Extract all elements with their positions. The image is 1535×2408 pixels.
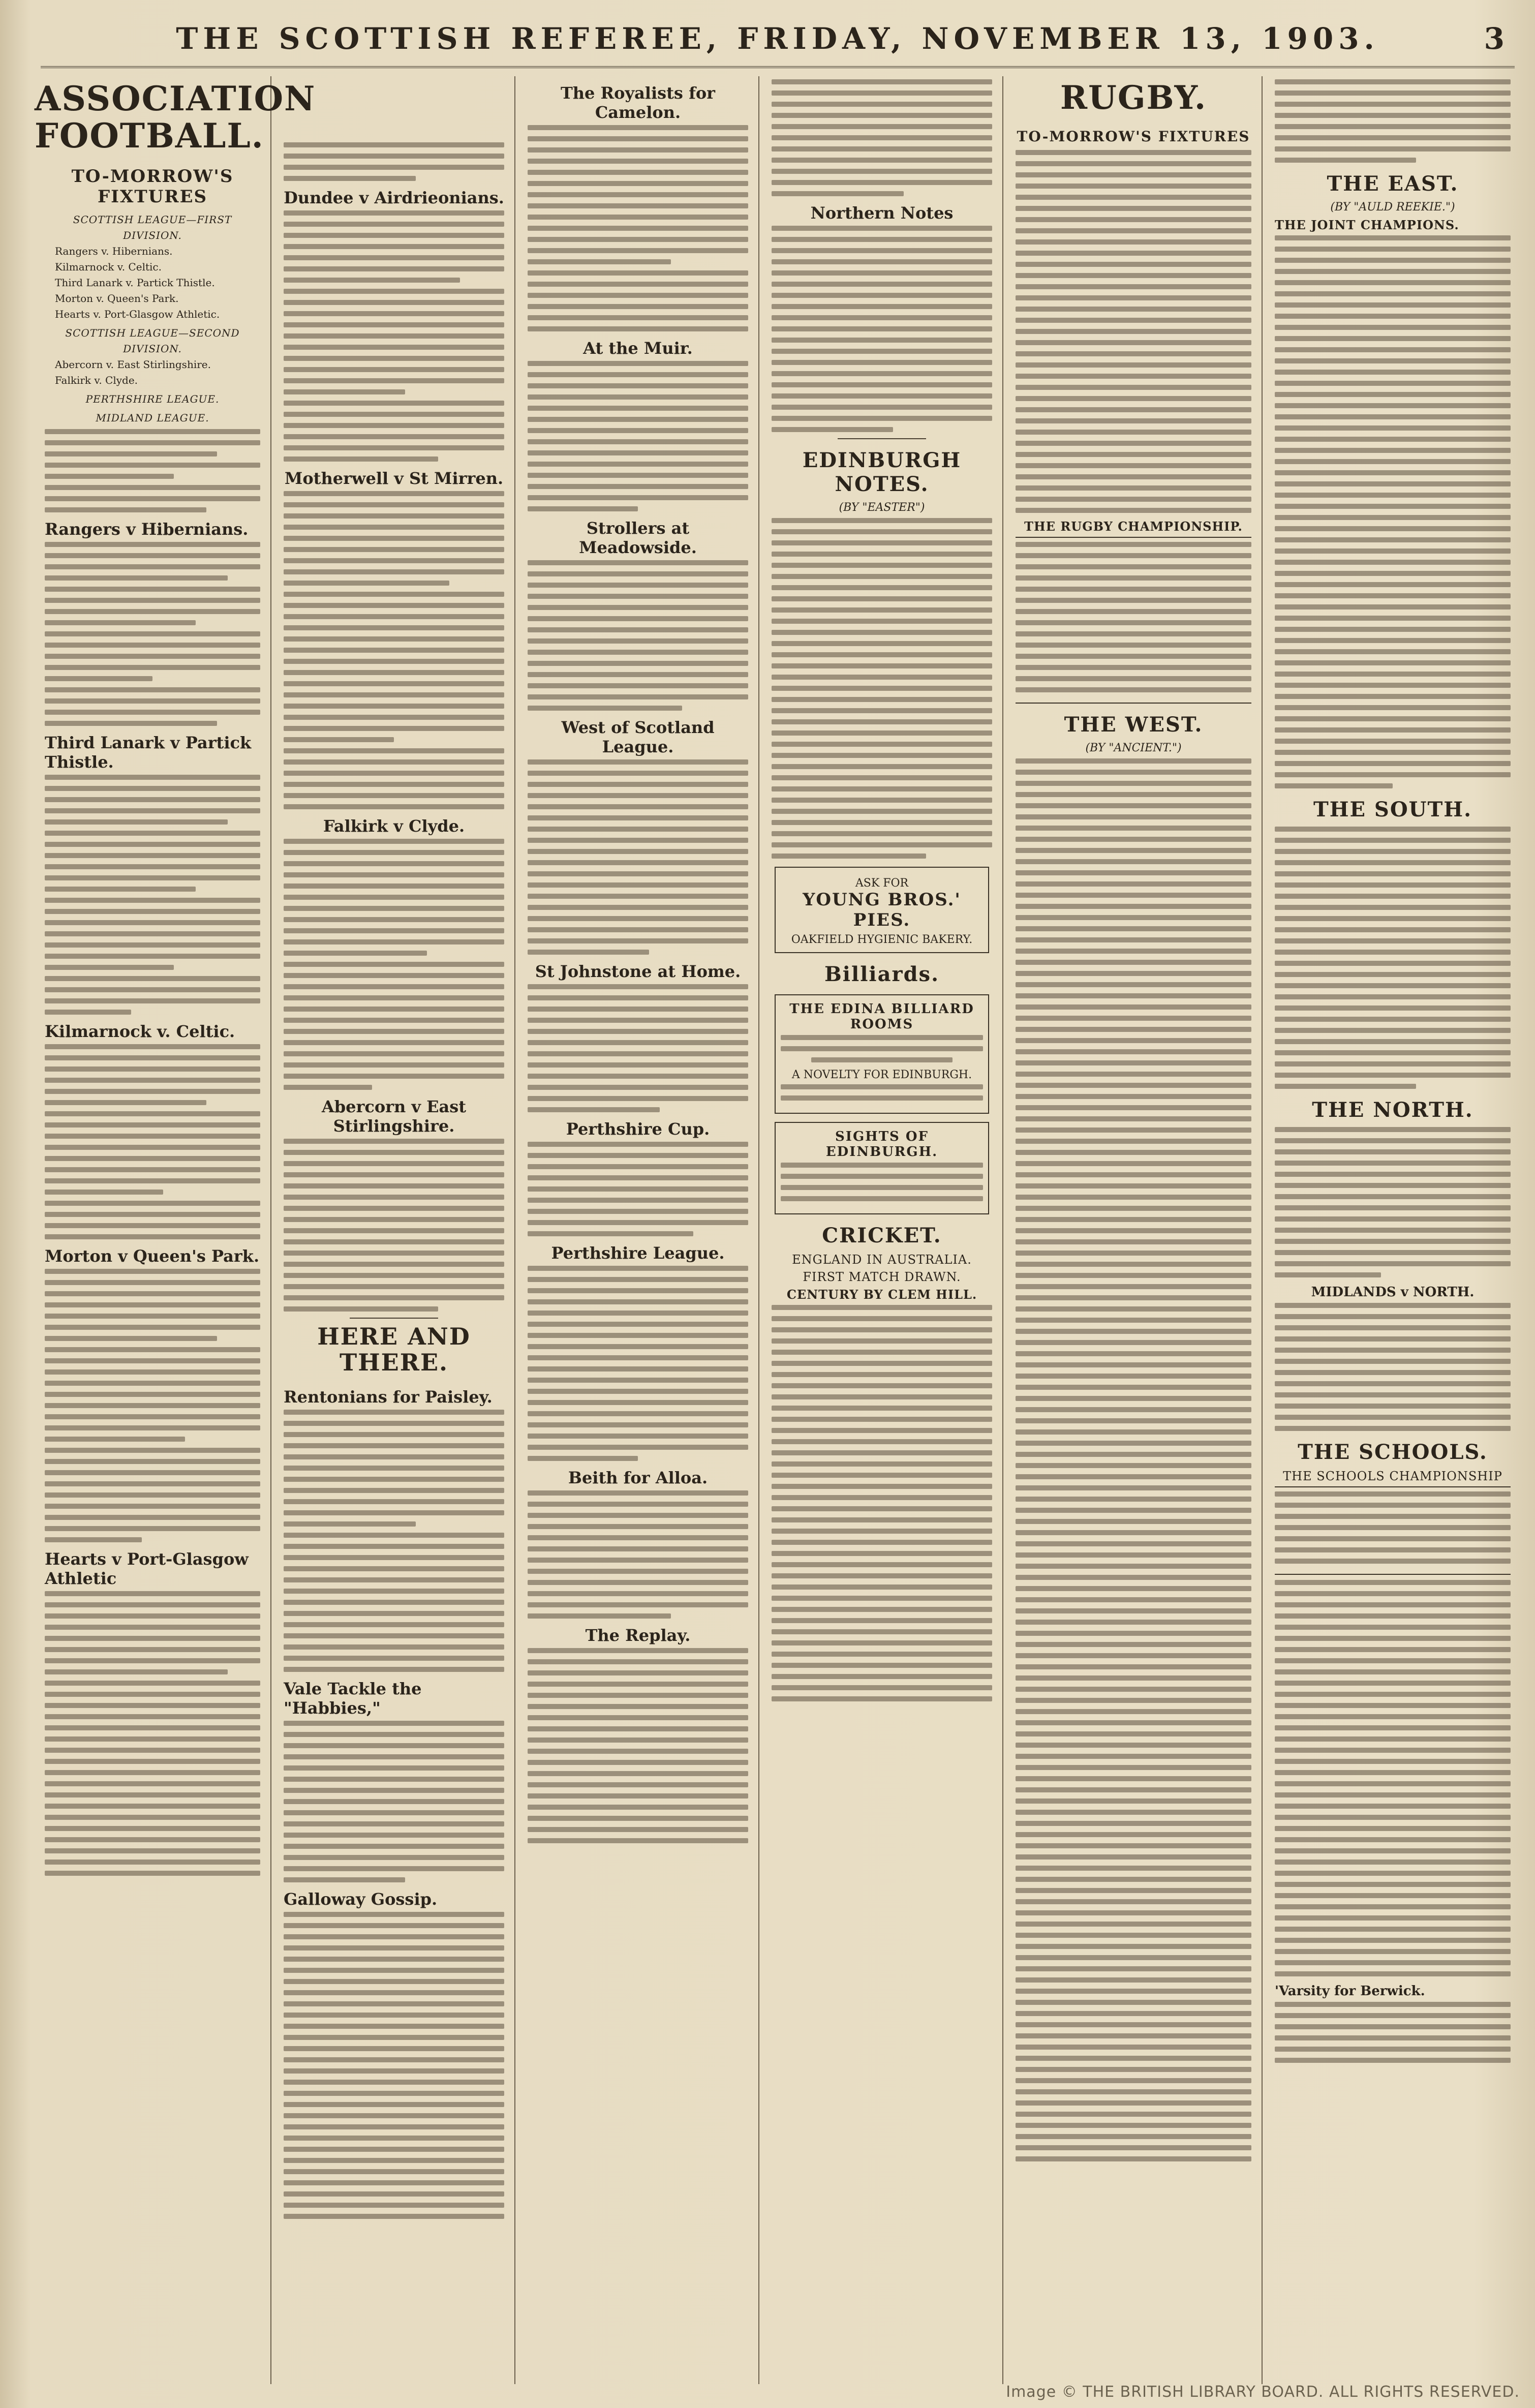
- fixture-league: SCOTTISH LEAGUE—SECOND DIVISION.: [65, 327, 240, 355]
- body-text: [45, 542, 260, 726]
- body-text: [528, 1490, 748, 1619]
- body-text: [45, 1044, 260, 1239]
- fixtures-list: [45, 212, 260, 426]
- body-text: [528, 560, 748, 711]
- divider: [350, 1318, 438, 1319]
- body-text: [772, 79, 992, 196]
- varsity-heading: 'Varsity for Berwick.: [1275, 1984, 1425, 1999]
- fixture-match: Hearts v. Port-Glasgow Athletic.: [55, 308, 220, 321]
- column-rule: [1002, 76, 1003, 2384]
- section-heading-association: ASSOCIATION FOOTBALL.: [35, 79, 316, 156]
- article-heading: Hearts v Port-Glasgow Athletic: [45, 1549, 249, 1589]
- body-text: [1275, 1580, 1511, 1976]
- column-3: [518, 76, 757, 2384]
- article-heading: Vale Tackle the "Habbies,": [284, 1679, 422, 1718]
- fixtures-heading: TO-MORROW'S FIXTURES: [71, 166, 234, 207]
- ad-title: SIGHTS OF EDINBURGH.: [825, 1129, 938, 1160]
- article-heading: Third Lanark v Partick Thistle.: [45, 733, 252, 772]
- fixture-match: Third Lanark v. Partick Thistle.: [55, 277, 215, 289]
- ad-text: A NOVELTY FOR EDINBURGH.: [791, 1069, 972, 1081]
- column-rule: [1262, 76, 1263, 2384]
- west-heading: THE WEST.: [1064, 713, 1203, 737]
- fixture-match: Morton v. Queen's Park.: [55, 292, 179, 305]
- west-byline: (BY "ANCIENT."): [1085, 742, 1182, 755]
- column-rule: [514, 76, 515, 2384]
- column-6: [1266, 76, 1520, 2384]
- section-heading-here-and-there: HERE AND THERE.: [317, 1323, 471, 1376]
- masthead-title: THE SCOTTISH REFEREE, FRIDAY, NOVEMBER 13, 1903.: [176, 21, 1379, 56]
- article-heading: Kilmarnock v. Celtic.: [45, 1022, 235, 1042]
- fixture-league: SCOTTISH LEAGUE—FIRST DIVISION.: [73, 214, 232, 242]
- cricket-heading: CRICKET.: [822, 1224, 942, 1247]
- article-heading: St Johnstone at Home.: [535, 962, 741, 981]
- ad-text: OAKFIELD HYGIENIC BAKERY.: [791, 933, 973, 946]
- advertisement-sights: [775, 1122, 989, 1214]
- east-heading: THE EAST.: [1327, 172, 1459, 196]
- article-heading: The Royalists for Camelon.: [560, 83, 716, 122]
- body-text: [45, 1269, 260, 1542]
- advertisement-edina-billiard: [775, 994, 989, 1114]
- body-text: [284, 210, 504, 462]
- body-text: [528, 125, 748, 331]
- east-byline: (BY "AULD REEKIE."): [1330, 201, 1455, 214]
- body-text: [284, 1721, 504, 1882]
- body-text: [284, 491, 504, 809]
- fixture-match: Kilmarnock v. Celtic.: [55, 261, 162, 273]
- column-1: [35, 76, 316, 2384]
- article-heading: Motherwell v St Mirren.: [284, 469, 504, 488]
- cricket-subheading: ENGLAND IN AUSTRALIA.: [792, 1253, 972, 1267]
- divider: [838, 438, 926, 439]
- north-heading: THE NORTH.: [1312, 1098, 1473, 1122]
- billiards-heading: Billiards.: [824, 962, 939, 986]
- article-heading: Beith for Alloa.: [568, 1468, 708, 1487]
- body-text: [528, 1648, 748, 1843]
- article-heading: Morton v Queen's Park.: [45, 1246, 260, 1266]
- article-heading: Rangers v Hibernians.: [45, 520, 249, 539]
- championship-table: [1016, 537, 1251, 704]
- body-text: [1275, 1127, 1511, 1277]
- column-4: [762, 76, 1001, 2384]
- masthead: [41, 10, 1515, 68]
- body-text: [528, 759, 748, 955]
- body-text: [528, 984, 748, 1112]
- body-text: [1275, 79, 1511, 163]
- body-text: [284, 1410, 504, 1672]
- ad-title: YOUNG BROS.' PIES.: [803, 890, 961, 930]
- body-text: [772, 226, 992, 432]
- body-text: [772, 518, 992, 859]
- fixture-match: Rangers v. Hibernians.: [55, 245, 173, 258]
- body-text: [1016, 758, 1251, 2161]
- fixture-match: Falkirk v. Clyde.: [55, 374, 138, 387]
- fixture-league: MIDLAND LEAGUE.: [96, 412, 209, 424]
- body-text: [284, 1912, 504, 2219]
- page-number: 3: [1484, 21, 1505, 56]
- article-heading: Perthshire Cup.: [566, 1119, 710, 1139]
- article-heading: Northern Notes: [810, 203, 954, 223]
- body-text: [772, 1305, 992, 1701]
- article-heading: Dundee v Airdrieonians.: [284, 188, 504, 207]
- fixture-league: PERTHSHIRE LEAGUE.: [85, 393, 220, 406]
- body-text: [284, 1139, 504, 1312]
- body-text: [45, 1591, 260, 1876]
- body-text: [284, 142, 504, 181]
- article-heading: The Replay.: [585, 1626, 691, 1645]
- advertisement-young-bros: [775, 867, 989, 953]
- body-text: [528, 361, 748, 511]
- edinburgh-byline: (BY "EASTER"): [839, 501, 925, 514]
- body-text: [1275, 235, 1511, 788]
- schools-heading: THE SCHOOLS.: [1298, 1440, 1488, 1464]
- body-text: [45, 775, 260, 1015]
- schools-championship-table-heading: THE SCHOOLS CHAMPIONSHIP: [1283, 1469, 1502, 1483]
- body-text: [1016, 150, 1251, 513]
- body-text: [1275, 2002, 1511, 2063]
- ad-title: THE EDINA BILLIARD ROOMS: [789, 1001, 974, 1032]
- body-text: [528, 1266, 748, 1461]
- body-text: [528, 1142, 748, 1236]
- schools-table: [1275, 1486, 1511, 1575]
- south-heading: THE SOUTH.: [1313, 798, 1472, 821]
- midlands-heading: MIDLANDS v NORTH.: [1311, 1285, 1475, 1300]
- article-heading: Falkirk v Clyde.: [323, 816, 465, 836]
- article-heading: Strollers at Meadowside.: [579, 519, 697, 557]
- body-text: [45, 429, 260, 512]
- body-text: [284, 839, 504, 1090]
- column-2: [274, 76, 513, 2384]
- cricket-subheading: CENTURY BY CLEM HILL.: [786, 1287, 977, 1302]
- ad-text: ASK FOR: [855, 877, 909, 890]
- rugby-championship-heading: THE RUGBY CHAMPIONSHIP.: [1024, 519, 1243, 534]
- body-text: [1275, 1303, 1511, 1431]
- section-heading-rugby: RUGBY.: [1060, 79, 1207, 117]
- article-heading: At the Muir.: [583, 339, 693, 358]
- column-rule: [758, 76, 759, 2384]
- column-rule: [270, 76, 271, 2384]
- rugby-fixtures-heading: TO-MORROW'S FIXTURES: [1017, 128, 1250, 145]
- copyright-watermark: Image © THE BRITISH LIBRARY BOARD. ALL RIGHTS RESERVED.: [1006, 2383, 1520, 2401]
- article-heading: Abercorn v East Stirlingshire.: [321, 1097, 467, 1136]
- article-heading: West of Scotland League.: [561, 718, 715, 756]
- article-heading: Rentonians for Paisley.: [284, 1387, 493, 1407]
- column-5: [1006, 76, 1261, 2384]
- article-heading: Galloway Gossip.: [284, 1889, 438, 1909]
- edinburgh-notes-heading: EDINBURGH NOTES.: [802, 448, 962, 496]
- body-text: [1275, 827, 1511, 1089]
- fixture-match: Abercorn v. East Stirlingshire.: [55, 358, 211, 371]
- article-heading: Perthshire League.: [551, 1243, 725, 1263]
- joint-champions-subheading: THE JOINT CHAMPIONS.: [1275, 218, 1459, 232]
- cricket-subheading: FIRST MATCH DRAWN.: [803, 1270, 961, 1284]
